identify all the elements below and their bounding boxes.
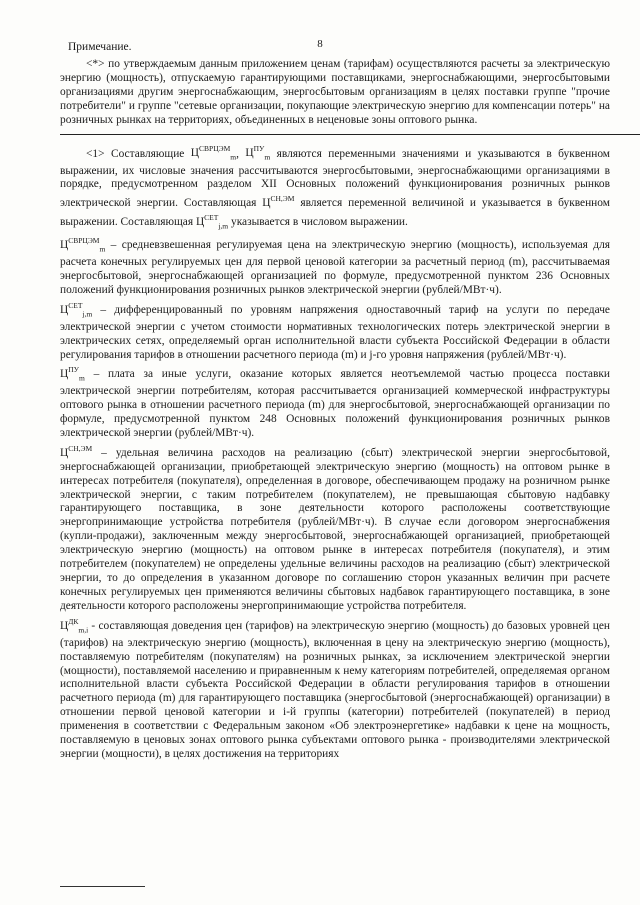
definition-svrcem-text: – средневзвешенная регулируемая цена на электрическую энергию (мощность), используемая для расчета конечных регулируемых цен для первой ценовой категории за расчетный период (m), рассчитываемая энергосбытовой, энергоснабжающей организацией по формуле, предусмотренной пунктом 236 Основных положений функционирования розничных рынков электрической энергии (рублей/МВт·ч). xyxy=(60,238,610,296)
definition-set-text: – дифференцированный по уровням напряжения одноставочный тариф на услуги по передаче электрической энергии с учетом стоимости нормативных технологических потерь электрической энергии в электрических сетях, определяемый орган исполнительной власти субъекта Российской Федерации в области регулирования тарифов в отношении расчетного периода (m) и j-го уровня напряжения (рублей/МВт·ч). xyxy=(60,303,610,361)
definition-dk xyxy=(60,615,610,762)
definition-snem-text: – удельная величина расходов на реализацию (сбыт) электрической энергии энергосбытовой, энергоснабжающей организации, приобретающей электрическую энергию (мощность) на оптовом рынке в интересах потребителя (покупателя), определенная в договоре, обеспечивающем продажу на розничном рынке электрической энергии, с таким потребителем (покупателем), не превышающая сбытовую надбавку гарантирующего поставщика, в зоне деятельности которого расположены соответствующие энергопринимающие устройства потребителя (рублей/МВт·ч). В случае если договором энергоснабжения (купли-продажи), заключенным между энергосбытовой, энергоснабжающей организацией, приобретающей электрическую энергию (мощность) на оптовом рынке в интересах потребителя (покупателя), и этим потребителем (покупателем) не определены удельные величины расходов на реализацию (сбыт) электрической энергии, то до определения в указанном договоре по соглашению сторон указанных величин при расчете конечных регулируемых цен применяются величины сбытовых надбавок гарантирующего поставщика, в зоне деятельности которого расположены энергопринимающие устройства потребителя. xyxy=(60,446,610,612)
definition-snem xyxy=(60,442,610,614)
paragraph-components-rest2: является переменной величиной и указывается в буквенном выражении. Составляющая xyxy=(60,197,610,228)
definition-pu xyxy=(60,363,610,441)
paragraph-components-start: <1> Составляющие xyxy=(86,147,185,160)
note-title: Примечание. xyxy=(68,41,132,53)
paragraph-components-rest1: являются переменными значениями и указываются в буквенном выражении, их числовые значения рассчитываются энергосбытовыми, энергоснабжающими организациями в порядке, предусмотренном разделом XII Основных положений функционирования розничных рынков электрической энергии. Составляющая xyxy=(60,147,611,210)
definition-pu-text: – плата за иные услуги, оказание которых является неотъемлемой частью процесса поставки электрической энергии потребителям, которая рассчитывается организацией коммерческой инфраструктуры оптового рынка в отношении расчетного периода (m) для энергосбытовой, энергоснабжающей организации по формуле, предусмотренной пунктом 248 Основных положений функционирования розничных рынков электрической энергии (рублей/МВт·ч). xyxy=(60,368,610,440)
symbol-c-svrcem-def: $Ц^{СВРЦЭМ}_m$ xyxy=(60,236,106,254)
page-number: 8 xyxy=(317,38,323,50)
note-paragraph: <*> по утверждаемым данным приложением ценам (тарифам) осуществляются расчеты за электрическую энергию (мощность), отпускаемую гарантирующими поставщиками, энергоснабжающими, энергосбытовыми организациями другим энергоснабжающим, энергосбытовым организациям в целях поставки группе "прочие потребители" и группе "сетевые организации, покупающие электрическую энергию для компенсации потерь" на розничных рынках на территориях, объединенных в неценовые зоны оптового рынка. xyxy=(60,58,610,126)
symbol-c-pu-def: $Ц^{ПУ}_m$ xyxy=(60,365,85,383)
symbol-c-set-def: $Ц^{СЕТ}_{j,m}$ xyxy=(60,300,93,318)
symbol-c-snem: $Ц^{СН,ЭМ}$ xyxy=(262,194,295,210)
symbol-c-svrcem: $Ц^{СВРЦЭМ}_m$ xyxy=(190,144,237,162)
paragraph-components: <1> Составляющие $Ц^{СВРЦЭМ}_m$, $Ц^{ПУ}_m$ являются переменными значениями и указываются в буквенном выражении, их числовые значения рассчитываются энергосбытовыми, энергоснабжающими организациями в порядке, предусмотренном разделом XII Основных положений функционирования розничных рынков электрической энергии. Составляющая $Ц^{СН,ЭМ}$ является переменной величиной и указывается в буквенном выражении. Составляющая $Ц^{СЕТ}_{j,m}$ указывается в числовом выражении. xyxy=(60,144,611,231)
section-divider xyxy=(60,134,640,135)
symbol-c-set: $Ц^{СЕТ}_{j,m}$ xyxy=(195,213,229,231)
footnote-rule xyxy=(60,886,145,887)
definition-set xyxy=(60,299,610,363)
paragraph-components-rest3: указывается в числовом выражении. xyxy=(231,215,408,228)
symbol-c-pu: $Ц^{ПУ}_m$ xyxy=(245,144,271,162)
definition-svrcem xyxy=(60,234,610,298)
symbol-c-snem-def: $Ц^{СН,ЭМ}$ xyxy=(60,444,93,459)
symbol-c-dk-def: $Ц^{ДК}_{m,i}$ xyxy=(60,616,89,634)
definition-dk-text: - составляющая доведения цен (тарифов) на электрическую энергию (мощность) до базовых уровней цен (тарифов) на электрическую энергию (мощность), включенная в цену на электрическую энергию (мощность), поставляемую потребителям (покупателям) на розничных рынках, за исключением электрической энергии (мощности), поставляемой населению и приравненным к нему категориям потребителей, определяемая органом исполнительной власти субъекта Российской Федерации в области регулирования тарифов в отношении расчетного периода (m) для гарантирующего поставщика (энергосбытовой (энергоснабжающей) организации) в отношении первой ценовой категории и i-й группы (категории) потребителей (покупателей) в период применения в соответствии с Федеральным законом «Об электроэнергетике» надбавки к цене на мощность, поставляемую в ценовых зонах оптового рынка субъектами оптового рынка - производителями электрической энергии (мощности), в целях достижения на территориях xyxy=(60,619,610,760)
